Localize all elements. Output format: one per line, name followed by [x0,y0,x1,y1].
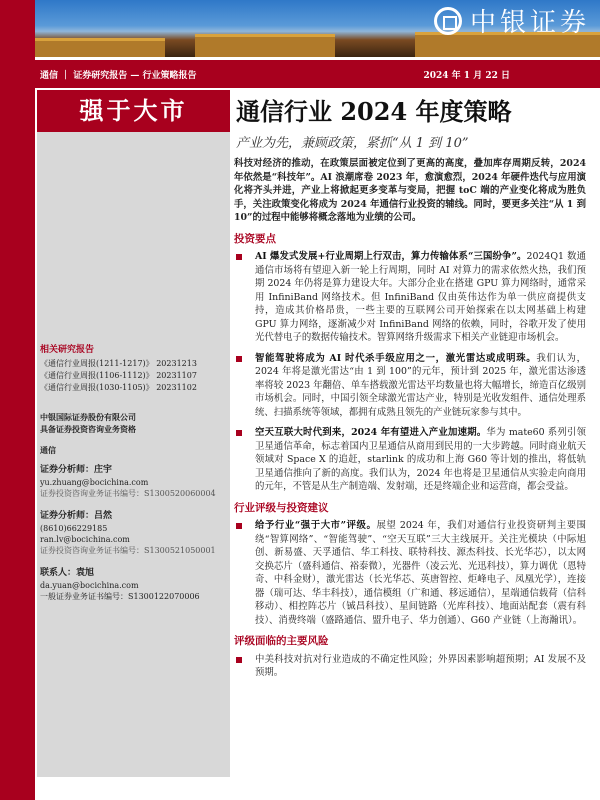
breadcrumb: 通信 ｜ 证券研究报告 — 行业策略报告 [40,71,197,81]
logo-text: 中银证券 [469,8,590,38]
bullet-text: 我们认为，2024 年将是激光雷达“由 1 到 100”的元年，预计到 2025 年，激光雷达渗透率将较 2023 年翻倍、单车搭载激光雷达平均数量也将大幅增长，缔造百亿级别市场机会。同时，中国引领全球激光雷达产业，特别是光收发组件、通信处理系统、扫描系统等领域，都拥有成熟且领先的产业链玩家参与其中。 [255,352,586,418]
analyst-cert: 证券投资咨询业务证书编号：S1300521050001 [40,546,216,555]
related-heading: 相关研究报告 [40,345,95,355]
header-banner [35,0,600,57]
list-item [234,653,586,680]
analyst-name: 证券分析师：吕然 [40,511,113,521]
bullet-lead: 空天互联大时代到来，2024 年有望进入产业加速期。 [255,427,487,438]
contact-email[interactable]: da.yuan@bocichina.com [40,581,139,590]
analyst-email[interactable]: ran.lv@bocichina.com [40,535,130,544]
industry-label: 通信 [40,445,56,455]
bullet-text: 展望 2024 年，我们对通信行业投资研判主要围绕“智算网络”、“智能驾驶”、“空天互联”三大主线展开。关注光模块（中际旭创、新易盛、天孚通信、华工科技、联特科技、源杰科技、长光华芯），以太网交换芯片（盛科通信、裕泰微），光器件（凌云光、光迅科技），算力调优（恩特奇、中科金财），激光雷达（长光华芯、英唐智控、炬峰电子、凤凰光学），连接器（瑞可达、华丰科技），通信模组（广和通、移远通信），星端通信载荷（信科移动）、相控阵芯片（铖昌科技）、星间链路（光库科技）、地面站配套（震有科技）、消费终端（盛路通信、盟升电子、华力创通）、G60 产业链（上海瀚讯）。 [255,520,586,626]
analyst-name: 证券分析师：庄宇 [40,465,113,475]
list-item [234,519,586,627]
left-brand-strip [0,0,35,800]
list-item [234,250,586,345]
bullet-icon [236,430,242,436]
bullet-lead: 给予行业“强于大市”评级。 [255,520,377,531]
intro-paragraph: 科技对经济的推动，在政策层面被定位到了更高的高度，叠加库存周期反转，2024 年依然是“科技年”。AI 浪潮席卷 2023 年，愈演愈烈，2024 年硬件迭代与应用演化将齐头并进，产业上将掀起更多变革与变局，把握 toC 端的产业变化将成为胜负手，关注政策变化将成为 2024 年通信行业投资的辅线。同时，要更多关注“从 1 到 10”的过程中能够将概念落地为业绩的公司。 [234,158,586,223]
report-date: 2024 年 1 月 22 日 [423,71,510,81]
analyst-email[interactable]: yu.zhuang@bocichina.com [40,478,149,487]
related-report[interactable]: 《通信行业周报(1030-1105)》 20231102 [40,383,197,392]
analyst-card [40,510,216,556]
sidebar [37,90,230,777]
related-report[interactable]: 《通信行业周报(1106-1112)》 20231107 [40,371,197,380]
analyst-cert: 证券投资咨询业务证书编号：S1300520060004 [40,489,216,498]
report-subtitle: 产业为先，兼顾政策，紧抓“从 1 到 10” [236,136,469,151]
bullet-icon [236,356,242,362]
related-report[interactable]: 《通信行业周报(1211-1217)》 20231213 [40,359,197,368]
report-info-bar [35,60,600,88]
bullet-lead: 智能驾驶将成为 AI 时代杀手级应用之一，激光雷达或成明珠。 [255,352,537,364]
contact-cert: 一般证券业务证书编号：S1300122070006 [40,592,200,601]
list-item [234,426,586,494]
boc-logo-icon [434,7,462,35]
section-heading: 投资要点 [234,232,276,245]
list-item [234,352,586,420]
palace-roof [35,38,165,57]
report-body [234,157,586,687]
section-heading: 行业评级与投资建议 [234,501,329,514]
bullet-icon [236,657,242,663]
bullet-icon [236,254,242,260]
section-heading: 评级面临的主要风险 [234,635,329,647]
contact-card [40,567,200,602]
bullet-text: 华为 mate60 系列引领卫星通信革命，标志着国内卫星通信从商用到民用的一大步跨越。同时商业航天领域对 Space X 的追赶，starlink 的成功和上海 G60 等计划的推出，将低轨卫星通信推向了新的高度。我们认为，2024 年也将是卫星通信从实验走向商用的元年，不管是从生产制造端、发射端，还是终端企业和运营商，都会受益。 [255,427,587,492]
bullet-lead: AI 爆发式发展+行业周期上行双击，算力传输体系“三国纷争”。 [255,251,527,262]
contact-name: 联系人：袁旭 [40,568,95,578]
analyst-card [40,464,216,499]
bullet-text: 中美科技对抗对行业造成的不确定性风险；外界因素影响超预期；AI 发展不及预期。 [255,653,586,678]
analyst-phone: (8610)66229185 [40,524,108,533]
palace-roof [195,34,335,57]
report-title: 通信行业 2024 年度策略 [236,97,512,126]
rating-badge: 强于大市 [37,90,230,132]
qualification: 具备证券投资咨询业务资格 [40,424,136,434]
bullet-icon [236,523,242,529]
company-name: 中银国际证券股份有限公司 [40,412,136,422]
boc-logo [434,2,590,39]
bullet-text: 2024Q1 数通通信市场将有望迎入新一轮上行周期，同时 AI 对算力的需求依然火热，我们预期 2024 年仍将是算力建设大年。大部分企业在搭建 GPU 算力网络时，通常采用 InfiniBand 网络技术。但 InfiniBand 仅由英伟达作为单一供应商提供支持，造成其价格昂贵，一些主要的互联网公司开始探索在以太网基础上构建 GPU 算力网络，逐渐减少对 InfiniBand 网络的依赖，同时，谷歌开发了使用光代替电子的数据传输技术。智算网络升级需求下相关产业链迎市场机会。 [255,251,586,343]
